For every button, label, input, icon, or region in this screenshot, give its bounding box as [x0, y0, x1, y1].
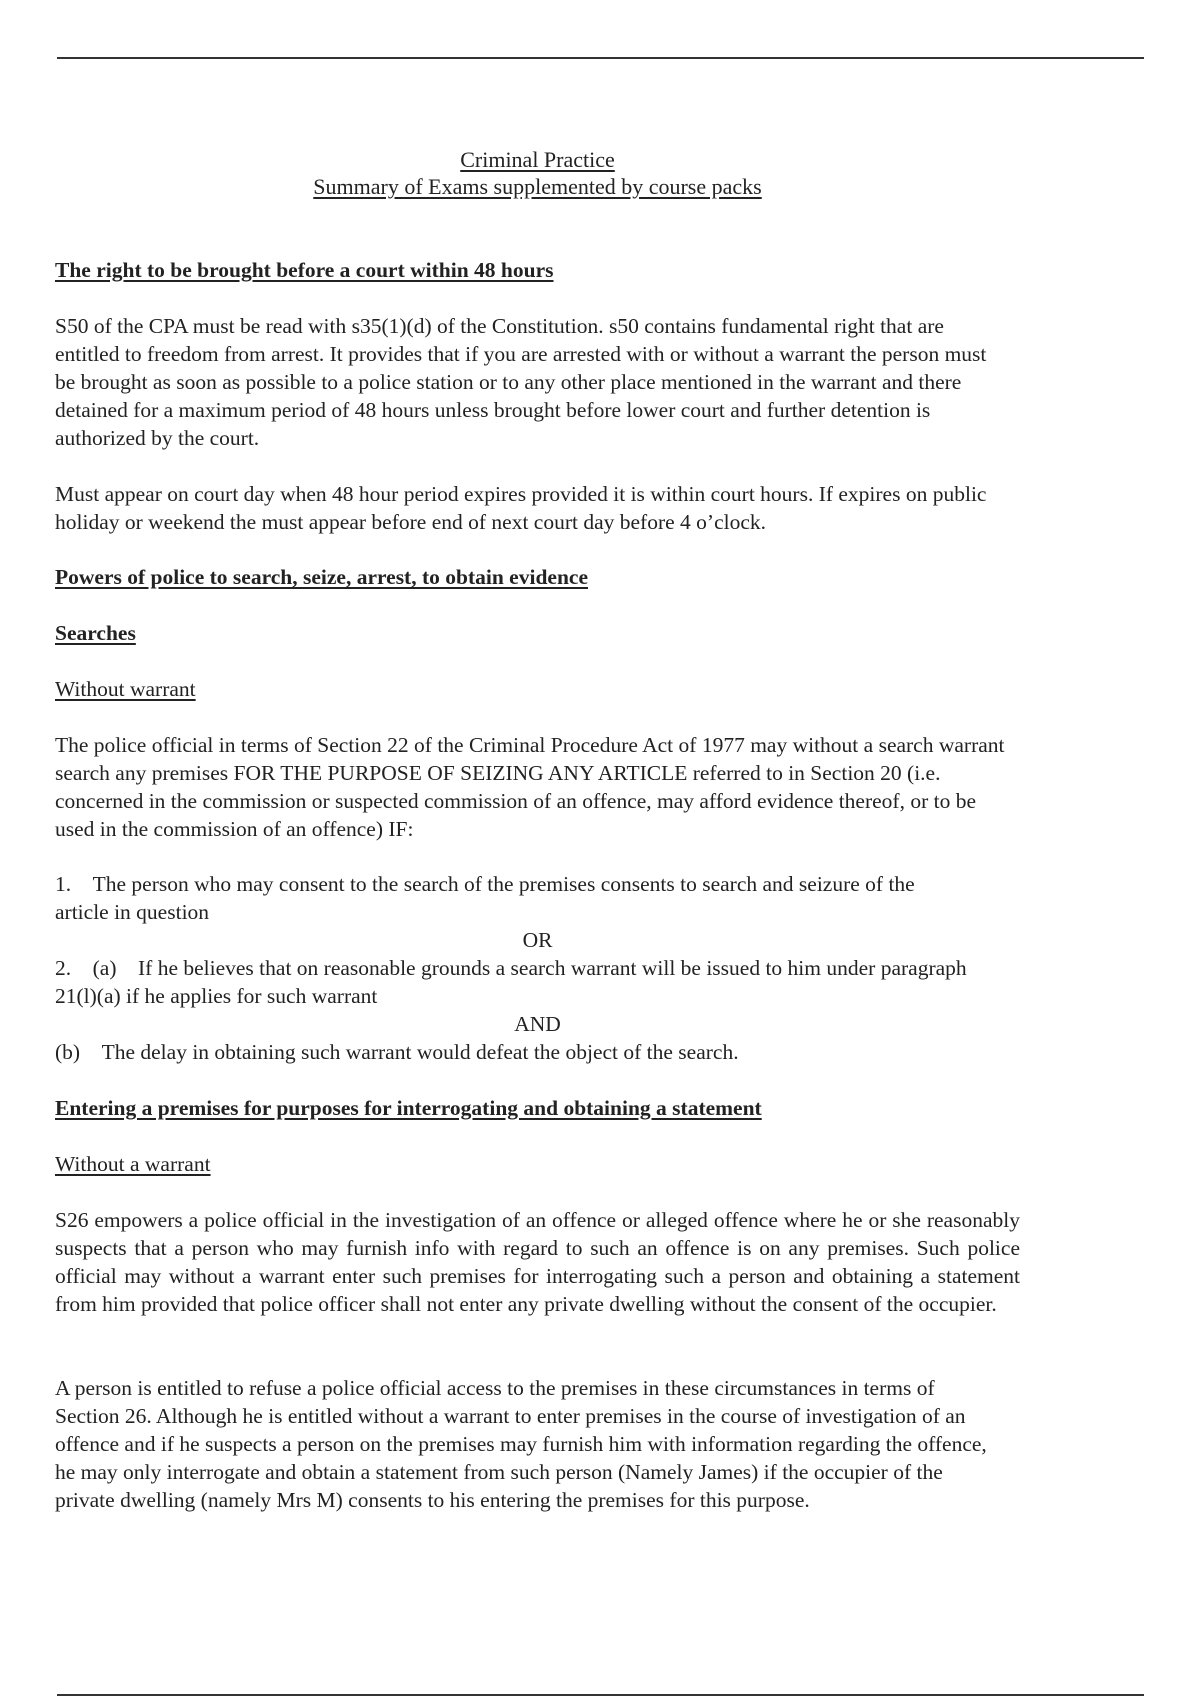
- heading-police-powers: Powers of police to search, seize, arrest, to obtain evidence: [55, 565, 588, 589]
- list-item-2b: [55, 1038, 1005, 1066]
- subheading-without-a-warrant: Without a warrant: [55, 1152, 211, 1176]
- list-item-1-number: 1.: [55, 872, 72, 896]
- or-connector: OR: [522, 928, 553, 952]
- paragraph-s26: S26 empowers a police official in the investigation of an offence or alleged offence where he or she reasonably suspects that a person who may furnish info with regard to such an offence is on any premises. Such police official may without a warrant enter such premises for interrogating such a person and obtaining a statement from him provided that police officer shall not enter any private dwelling without the consent of the occupier.: [55, 1208, 1020, 1316]
- list-item-1: [55, 870, 925, 926]
- list-item-2-number: 2.: [55, 956, 72, 980]
- top-rule: [57, 57, 1144, 59]
- heading-right-48h: The right to be brought before a court within 48 hours: [55, 258, 554, 282]
- list-item-2a-text: If he believes that on reasonable grounds a search warrant will be issued to him under paragraph 21(l)(a) if he applies for such warrant: [55, 956, 967, 1008]
- document-title: Criminal Practice: [460, 147, 615, 172]
- paragraph-s50: S50 of the CPA must be read with s35(1)(d) of the Constitution. s50 contains fundamental right that are entitled to freedom from arrest. It provides that if you are arrested with or without a warrant the person must be brought as soon as possible to a police station or to any other place mentioned in the warrant and there detained for a maximum period of 48 hours unless brought before lower court and further detention is authorized by the court.: [55, 314, 987, 450]
- title-block: [55, 146, 1020, 200]
- list-item-2b-label: (b): [55, 1040, 81, 1064]
- bottom-rule: [57, 1694, 1144, 1696]
- document-subtitle: Summary of Exams supplemented by course packs: [313, 174, 762, 199]
- paragraph-court-day: Must appear on court day when 48 hour period expires provided it is within court hours. If expires on public holiday or weekend the must appear before end of next court day before 4 o’clock.: [55, 482, 987, 534]
- paragraph-refuse-access: A person is entitled to refuse a police official access to the premises in these circumstances in terms of Section 26. Although he is entitled without a warrant to enter premises in the course of investigation of an offence and if he suspects a person on the premises may furnish him with information regarding the offence, he may only interrogate and obtain a statement from such person (Namely James) if the occupier of the private dwelling (namely Mrs M) consents to his entering the premises for this purpose.: [55, 1376, 987, 1512]
- heading-entering-premises: Entering a premises for purposes for interrogating and obtaining a statement: [55, 1096, 762, 1120]
- subheading-without-warrant: Without warrant: [55, 677, 196, 701]
- list-item-1-text: The person who may consent to the search of the premises consents to search and seizure of the article in question: [55, 872, 915, 924]
- paragraph-section-22: The police official in terms of Section 22 of the Criminal Procedure Act of 1977 may without a search warrant search any premises FOR THE PURPOSE OF SEIZING ANY ARTICLE referred to in Section 20 (i.e. concerned in the commission or suspected commission of an offence, may afford evidence thereof, or to be used in the commission of an offence) IF:: [55, 733, 1005, 841]
- list-item-2a-label: (a): [92, 956, 117, 980]
- list-item-2b-text: The delay in obtaining such warrant would defeat the object of the search.: [101, 1040, 739, 1064]
- heading-searches: Searches: [55, 621, 136, 645]
- list-item-2a: [55, 954, 1005, 1010]
- and-connector: AND: [514, 1012, 561, 1036]
